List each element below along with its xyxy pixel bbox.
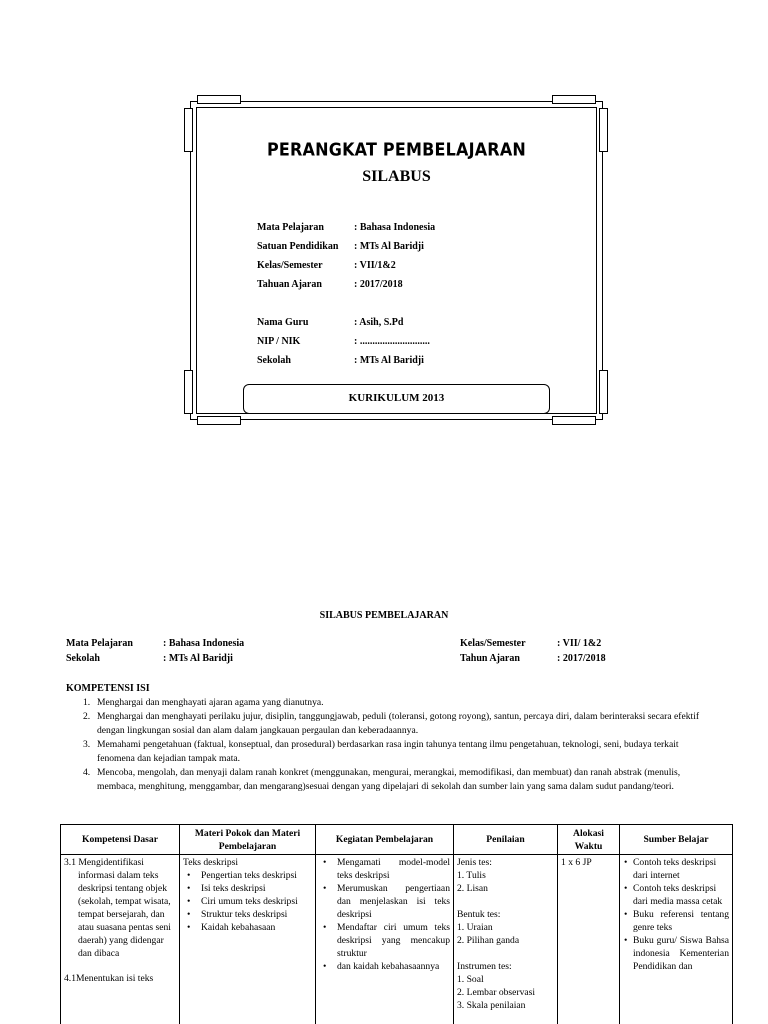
list-item: • Kaidah kebahasaan xyxy=(183,921,312,934)
cell-penilaian xyxy=(454,855,558,1024)
cell-sumber xyxy=(620,855,733,1024)
info-label: Mata Pelajaran xyxy=(257,222,324,233)
meta-value: : Bahasa Indonesia xyxy=(163,638,245,649)
penilaian-item: 1. Uraian xyxy=(457,922,493,933)
info-label: Tahuan Ajaran xyxy=(257,279,322,290)
ki-item xyxy=(66,766,706,794)
table-row xyxy=(61,855,733,1024)
ki-list xyxy=(66,696,706,794)
syllabus-title: SILABUS PEMBELAJARAN xyxy=(319,610,449,621)
ki-number: 3. xyxy=(83,739,91,750)
penilaian-item: 1. Tulis xyxy=(457,870,486,881)
list-item: • Contoh teks deskripsi dari media massa cetak xyxy=(623,882,729,908)
header-kompetensi-dasar: Kompetensi Dasar xyxy=(61,825,180,855)
meta-label: Kelas/Semester xyxy=(460,638,526,649)
header-materi-pokok: Materi Pokok dan Materi Pembelajaran xyxy=(180,825,316,855)
ki-item xyxy=(66,710,706,738)
list-item: • Mendaftar ciri umum teks deskripsi yang mencakup struktur xyxy=(319,921,450,960)
list-item: • Contoh teks deskripsi dari internet xyxy=(623,856,729,882)
penilaian-block xyxy=(457,960,554,1012)
header-alokasi-waktu: Alokasi Waktu xyxy=(558,825,620,855)
penilaian-block xyxy=(457,856,554,895)
alokasi-value: 1 x 6 JP xyxy=(561,857,592,868)
materi-list xyxy=(183,869,312,934)
ki-item xyxy=(66,696,706,710)
list-item: • dan kaidah kebahasaannya xyxy=(319,960,450,973)
info-value: : ............................ xyxy=(354,336,430,347)
cover-subtitle: SILABUS xyxy=(362,168,431,185)
info-label: Kelas/Semester xyxy=(257,260,323,271)
frame-tab-left-bottom xyxy=(184,370,193,414)
ki-text: Memahami pengetahuan (faktual, konseptual, dan prosedural) berdasarkan rasa ingin tahunya tentang ilmu pengetahuan, teknologi, seni, budaya terkait fenomena dan kejadian tampak mata. xyxy=(97,739,679,764)
ki-number: 4. xyxy=(83,767,91,778)
table-header-row xyxy=(61,825,733,855)
silabus-table xyxy=(60,824,733,1024)
penilaian-title: Jenis tes: xyxy=(457,857,492,868)
kurikulum-box: KURIKULUM 2013 xyxy=(243,384,550,414)
penilaian-item: 3. Skala penilaian xyxy=(457,1000,526,1011)
meta-label: Tahun Ajaran xyxy=(460,653,520,664)
frame-tab-top-right xyxy=(552,95,596,104)
info-value: : Bahasa Indonesia xyxy=(354,222,436,233)
info-label: Satuan Pendidikan xyxy=(257,241,339,252)
kd-item: 3.1 Mengidentifikasi informasi dalam teks deskripsi tentang objek (sekolah, tempat wisata, tempat bersejarah, dan atau suasana pentas seni daerah) yang didengar dan dibaca xyxy=(64,857,171,959)
frame-tab-right-bottom xyxy=(599,370,608,414)
sumber-list xyxy=(623,856,729,973)
meta-label: Sekolah xyxy=(66,653,100,664)
cell-kompetensi-dasar xyxy=(61,855,180,1024)
ki-item xyxy=(66,738,706,766)
meta-value: : 2017/2018 xyxy=(557,653,606,664)
header-sumber-belajar: Sumber Belajar xyxy=(620,825,733,855)
list-item: • Mengamati model-model teks deskripsi xyxy=(319,856,450,882)
penilaian-item: 2. Lembar observasi xyxy=(457,987,536,998)
cell-alokasi xyxy=(558,855,620,1024)
info-label: Nama Guru xyxy=(257,317,309,328)
ki-text: Menghargai dan menghayati ajaran agama yang dianutnya. xyxy=(97,697,324,708)
list-item: • Ciri umum teks deskripsi xyxy=(183,895,312,908)
cell-kegiatan xyxy=(316,855,454,1024)
list-item: • Pengertian teks deskripsi xyxy=(183,869,312,882)
penilaian-item: 2. Pilihan ganda xyxy=(457,935,520,946)
kegiatan-list xyxy=(319,856,450,973)
ki-heading: KOMPETENSI ISI xyxy=(66,683,150,694)
info-value: : Asih, S.Pd xyxy=(354,317,404,328)
penilaian-title: Instrumen tes: xyxy=(457,961,512,972)
info-value: : MTs Al Baridji xyxy=(354,355,424,366)
info-value: : 2017/2018 xyxy=(354,279,403,290)
ki-number: 2. xyxy=(83,711,91,722)
info-label: NIP / NIK xyxy=(257,336,301,347)
penilaian-item: 2. Lisan xyxy=(457,883,488,894)
info-label: Sekolah xyxy=(257,355,291,366)
list-item: • Buku guru/ Siswa Bahsa indonesia Kementerian Pendidikan dan xyxy=(623,934,729,973)
ki-text: Mencoba, mengolah, dan menyaji dalam ranah konkret (menggunakan, mengurai, merangkai, memodifikasi, dan membuat) dan ranah abstrak (menulis, membaca, menghitung, menggambar, dan mengarang)sesuai dengan yang dipelajari di sekolah dan sumber lain yang sama dalam sudut pandang/teori. xyxy=(97,767,681,792)
cover-title: PERANGKAT PEMBELAJARAN xyxy=(266,139,527,160)
meta-value: : MTs Al Baridji xyxy=(163,653,233,664)
kd-item: 4.1Menentukan isi teks xyxy=(64,973,154,984)
frame-tab-bottom-left xyxy=(197,416,241,425)
list-item: • Isi teks deskripsi xyxy=(183,882,312,895)
info-value: : VII/1&2 xyxy=(354,260,396,271)
penilaian-item: 1. Soal xyxy=(457,974,484,985)
list-item: • Struktur teks deskripsi xyxy=(183,908,312,921)
penilaian-title: Bentuk tes: xyxy=(457,909,501,920)
meta-label: Mata Pelajaran xyxy=(66,638,133,649)
cell-materi xyxy=(180,855,316,1024)
list-item: • Merumuskan pengertiaan dan menjelaskan isi teks deskripsi xyxy=(319,882,450,921)
penilaian-block xyxy=(457,908,554,947)
ki-number: 1. xyxy=(83,697,91,708)
meta-value: : VII/ 1&2 xyxy=(557,638,602,649)
info-value: : MTs Al Baridji xyxy=(354,241,424,252)
ki-text: Menghargai dan menghayati perilaku jujur, disiplin, tanggungjawab, peduli (toleransi, gotong royong), santun, percaya diri, dalam berinteraksi secara efektif dengan lingkungan sosial dan alam dalam jangkauan pergaulan dan keberadaannya. xyxy=(97,711,700,736)
frame-tab-bottom-right xyxy=(552,416,596,425)
list-item: • Buku referensi tentang genre teks xyxy=(623,908,729,934)
materi-title: Teks deskripsi xyxy=(183,857,239,868)
frame-tab-top-left xyxy=(197,95,241,104)
header-kegiatan: Kegiatan Pembelajaran xyxy=(316,825,454,855)
header-penilaian: Penilaian xyxy=(454,825,558,855)
